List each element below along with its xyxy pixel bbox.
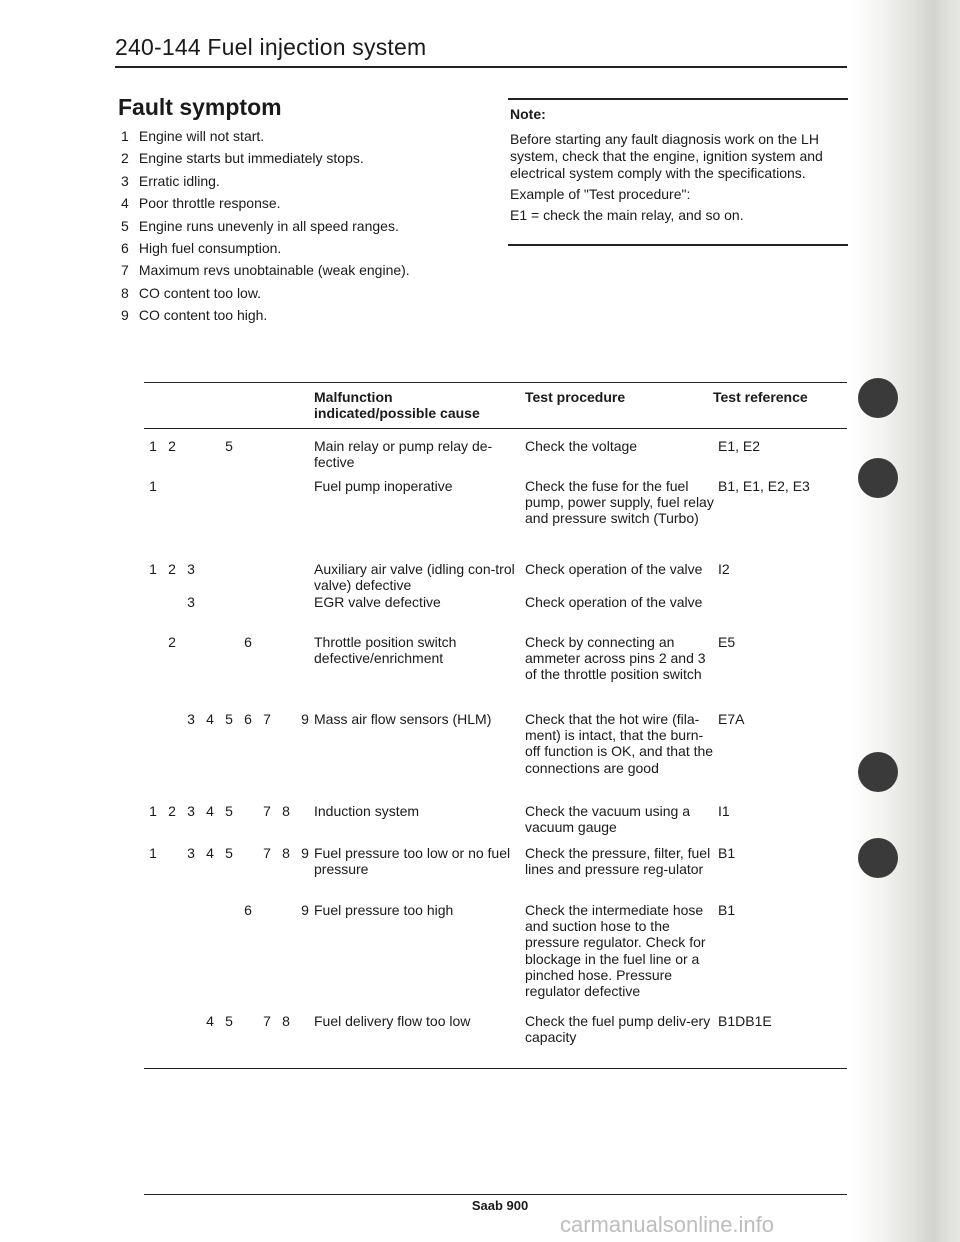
- punch-hole: [858, 838, 898, 878]
- procedure-cell: Check by connecting an ammeter across pins 2 and 3 of the throttle position switch: [525, 634, 706, 683]
- fault-item-text: CO content too high.: [138, 307, 268, 324]
- fault-item-text: Engine runs unevenly in all speed ranges.: [138, 217, 399, 234]
- punch-hole: [858, 458, 898, 498]
- reference-cell: B1DB1E: [718, 1013, 772, 1029]
- symptom-number: 7: [263, 711, 271, 727]
- malfunction-cell: Auxiliary air valve (idling con-trol valve) defective: [314, 561, 515, 594]
- fault-item-text: Poor throttle response.: [138, 195, 281, 212]
- fault-item-number: 6: [121, 240, 129, 257]
- symptom-number: 5: [225, 845, 233, 861]
- symptom-number: 6: [244, 711, 252, 727]
- symptom-number: 4: [206, 803, 214, 819]
- fault-item: [121, 259, 491, 281]
- fault-item-text: High fuel consumption.: [138, 240, 282, 257]
- watermark: carmanualsonline.info: [560, 1212, 775, 1237]
- table-top-rule: [144, 382, 847, 383]
- reference-cell: E7A: [718, 711, 745, 727]
- symptom-number: 4: [206, 845, 214, 861]
- procedure-cell: Check the fuel pump deliv-ery capacity: [525, 1013, 711, 1046]
- fault-symptom-title: Fault symptom: [118, 94, 282, 120]
- symptom-number: 1: [149, 561, 157, 577]
- note-title: Note:: [510, 106, 546, 122]
- fault-item: [121, 237, 491, 259]
- reference-cell: E5: [718, 634, 736, 650]
- symptom-number: 6: [244, 902, 252, 918]
- symptom-number: 1: [149, 803, 157, 819]
- header-rule: [115, 66, 847, 68]
- symptom-number: 7: [263, 803, 271, 819]
- symptom-number: 8: [282, 803, 290, 819]
- symptom-number: 3: [187, 711, 195, 727]
- symptom-number: 9: [301, 845, 309, 861]
- fault-item-number: 1: [121, 128, 129, 144]
- fault-item-text: Erratic idling.: [138, 172, 220, 189]
- symptom-number: 5: [225, 803, 233, 819]
- symptom-number: 3: [187, 561, 195, 577]
- note-box: [508, 98, 848, 246]
- fault-item-number: 5: [121, 217, 129, 234]
- symptom-number: 5: [225, 438, 233, 454]
- procedure-cell: Check that the hot wire (fila-ment) is intact, that the burn- off function is OK, and that the connections are good: [525, 711, 714, 776]
- table-head-rule: [144, 428, 847, 429]
- procedure-cell: Check operation of the valve: [525, 594, 703, 610]
- fault-item-text: Engine starts but immediately stops.: [138, 150, 364, 167]
- fault-symptom-list: [121, 125, 491, 327]
- reference-cell: I1: [718, 803, 730, 819]
- fault-item: [121, 304, 491, 326]
- column-header-procedure: Test procedure: [525, 389, 626, 405]
- fault-item-number: 4: [121, 195, 129, 212]
- column-header-reference: Test reference: [713, 389, 808, 405]
- footer-rule: [144, 1194, 847, 1195]
- procedure-cell: Check operation of the valve: [525, 561, 703, 577]
- fault-item-text: Maximum revs unobtainable (weak engine).: [138, 262, 410, 279]
- fault-item-number: 7: [121, 262, 129, 279]
- punch-hole: [858, 378, 898, 418]
- footer-text: Saab 900: [471, 1198, 529, 1213]
- fault-item: [121, 192, 491, 214]
- malfunction-cell: Fuel pump inoperative: [314, 478, 453, 494]
- note-body: [510, 131, 848, 224]
- reference-cell: I2: [718, 561, 730, 577]
- fault-item: [121, 215, 491, 237]
- procedure-cell: Check the voltage: [525, 438, 638, 454]
- symptom-number: 2: [168, 634, 176, 650]
- fault-item: [121, 125, 491, 147]
- procedure-cell: Check the vacuum using a vacuum gauge: [525, 803, 690, 836]
- fault-item-text: CO content too low.: [138, 284, 262, 301]
- table-bottom-rule: [144, 1068, 847, 1069]
- note-paragraph: Example of "Test procedure":: [510, 186, 691, 202]
- malfunction-cell: Mass air flow sensors (HLM): [314, 711, 492, 727]
- fault-item: [121, 170, 491, 192]
- symptom-number: 1: [149, 438, 157, 454]
- malfunction-cell: Fuel pressure too high: [314, 902, 454, 918]
- fault-item-number: 2: [121, 150, 129, 167]
- malfunction-cell: Induction system: [314, 803, 420, 819]
- fault-item-number: 3: [121, 172, 129, 189]
- symptom-number: 4: [206, 1013, 214, 1029]
- procedure-cell: Check the intermediate hose and suction hose to the pressure regulator. Check for blockage in the fuel line or a pinched hose. Pressure regulator defective: [525, 902, 706, 1000]
- reference-cell: B1: [718, 902, 736, 918]
- page-binding-edge: [850, 0, 960, 1242]
- symptom-number: 8: [282, 1013, 290, 1029]
- fault-item-number: 8: [121, 284, 129, 301]
- symptom-number: 3: [187, 845, 195, 861]
- symptom-number: 2: [168, 803, 176, 819]
- symptom-number: 6: [244, 634, 252, 650]
- reference-cell: B1, E1, E2, E3: [718, 478, 810, 494]
- fault-item: [121, 282, 491, 304]
- symptom-number: 3: [187, 594, 195, 610]
- symptom-number: 9: [301, 902, 309, 918]
- note-paragraph: E1 = check the main relay, and so on.: [510, 207, 744, 223]
- reference-cell: E1, E2: [718, 438, 761, 454]
- symptom-number: 1: [149, 478, 157, 494]
- symptom-number: 7: [263, 1013, 271, 1029]
- fault-item-number: 9: [121, 307, 129, 324]
- malfunction-cell: Main relay or pump relay de-fective: [314, 438, 493, 471]
- malfunction-cell: EGR valve defective: [314, 594, 441, 610]
- reference-cell: B1: [718, 845, 736, 861]
- symptom-number: 9: [301, 711, 309, 727]
- symptom-number: 5: [225, 1013, 233, 1029]
- symptom-number: 2: [168, 438, 176, 454]
- page-header: 240-144 Fuel injection system: [115, 34, 427, 60]
- punch-hole: [858, 752, 898, 792]
- symptom-number: 2: [168, 561, 176, 577]
- malfunction-cell: Fuel pressure too low or no fuel pressure: [314, 845, 511, 878]
- fault-item: [121, 147, 491, 169]
- symptom-number: 5: [225, 711, 233, 727]
- column-header-malfunction: Malfunction indicated/possible cause: [314, 389, 480, 421]
- symptom-number: 7: [263, 845, 271, 861]
- malfunction-cell: Fuel delivery flow too low: [314, 1013, 471, 1029]
- symptom-number: 1: [149, 845, 157, 861]
- procedure-cell: Check the fuse for the fuel pump, power supply, fuel relay and pressure switch (Turbo): [525, 478, 714, 527]
- note-paragraph: Before starting any fault diagnosis work on the LH system, check that the engine, ignition system and electrical system comply with the specifications.: [510, 131, 823, 181]
- procedure-cell: Check the pressure, filter, fuel lines and pressure reg-ulator: [525, 845, 711, 878]
- symptom-number: 4: [206, 711, 214, 727]
- symptom-number: 8: [282, 845, 290, 861]
- symptom-number: 3: [187, 803, 195, 819]
- malfunction-cell: Throttle position switch defective/enrichment: [314, 634, 457, 667]
- fault-item-text: Engine will not start.: [138, 128, 265, 144]
